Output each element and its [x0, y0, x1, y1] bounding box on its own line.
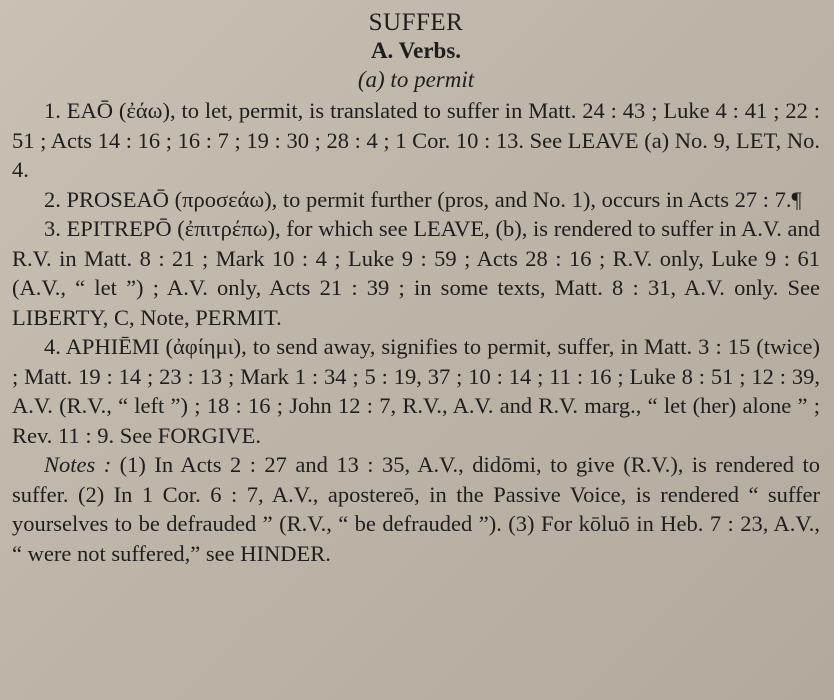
entry-text: EAŌ (ἐάω), to let, permit, is translated to suffer in Matt. 24 : 43 ; Luke 4 : 41 ; 22 : 51 ; Acts 14 : 16 ; 16 : 7 ; 19 : 30 ; 28 : 4 ; 1 Cor. 10 : 13. See LEAVE (a) No. 9, LET, No. 4.	[12, 98, 821, 183]
section-heading: A. Verbs.	[370, 38, 462, 63]
entry-text: EPITREPŌ (ἐπιτρέπω), for which see LEAVE, (b), is rendered to suffer in A.V. and R.V. in Matt. 8 : 21 ; Mark 10 : 4 ; Luke 9 : 59 ; Acts 28 : 16 ; R.V. only, Luke 9 : 61 (A.V., “ let ”) ; A.V. only, Acts 21 : 39 ; in some texts, Matt. 8 : 31, A.V. only. See LIBERTY, C, Note, PERMIT.	[12, 216, 820, 330]
notes-text: (1) In Acts 2 : 27 and 13 : 35, A.V., didōmi, to give (R.V.), is rendered to suffer. (2) In 1 Cor. 6 : 7, A.V., apostereō, in the Passive Voice, is rendered “ suffer yourselves to be defrauded ” (R.V., “ be defrauded ”). (3) For kōluō in Heb. 7 : 23, A.V., “ were not suffered,” see HINDER.	[12, 452, 821, 566]
subsection-heading: (a) to permit	[357, 66, 475, 92]
notes-paragraph	[12, 450, 820, 568]
entry-paragraph-1	[12, 96, 820, 185]
entry-paragraph-2	[12, 185, 820, 215]
entry-text: APHIĒMI (ἀφίημι), to send away, signifies to permit, suffer, in Matt. 3 : 15 (twice) ; Matt. 19 : 14 ; 23 : 13 ; Mark 1 : 34 ; 5 : 19, 37 ; 10 : 14 ; 11 : 16 ; Luke 8 : 51 ; 12 : 39, A.V. (R.V., “ left ”) ; 18 : 16 ; John 12 : 7, R.V., A.V. and R.V. marg., “ let (her) alone ” ; Rev. 11 : 9. See FORGIVE.	[12, 334, 821, 448]
entry-title: SUFFER	[368, 9, 464, 36]
entry-number: 3.	[44, 216, 61, 242]
entry-heading	[12, 8, 820, 93]
entry-number: 2.	[44, 186, 61, 212]
notes-label: Notes :	[44, 452, 112, 478]
entry-paragraph-3	[12, 214, 820, 332]
entry-text: PROSEAŌ (προσεάω), to permit further (pros, and No. 1), occurs in Acts 27 : 7.¶	[66, 186, 802, 212]
entry-number: 4.	[44, 334, 61, 360]
entry-paragraph-4	[12, 332, 820, 450]
entry-number: 1.	[44, 98, 61, 124]
